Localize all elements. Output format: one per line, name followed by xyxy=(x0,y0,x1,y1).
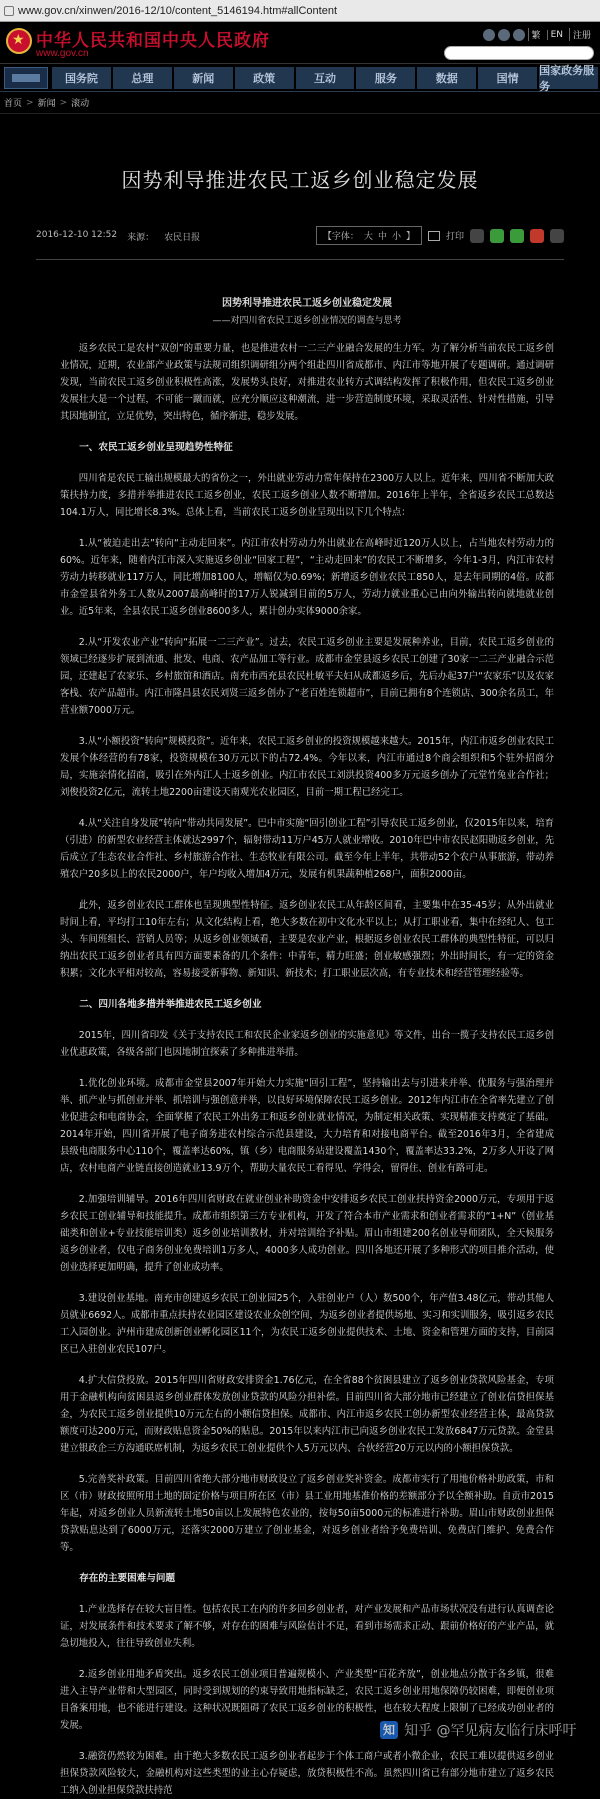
header-link-register[interactable]: 注册 xyxy=(569,28,594,41)
watermark-text: 知乎 @罕见病友临行床呼吁 xyxy=(404,1723,577,1739)
breadcrumb xyxy=(0,92,600,114)
paragraph: 1.从“被迫走出去”转向“主动走回来”。内江市农村劳动力外出就业在高峰时近120万人以上，占当地农村劳动力的60%。近年来，随着内江市深入实施返乡创业“回家工程”，“主动走回来”的农民工不断增多，今年1-3月，内江市农村劳动力转移就业117万人，同比增加8100人，增幅仅为0.69%；新增返乡创业农民工850人，是去年同期的4倍。成都市金堂县省外务工人数从2007最高峰时的17万人锐减到目前的5万人，劳动力就业重心已由向外输出转向就地就业创业。近5年来，全县农民工返乡创业8600多人，累计创办实体9000余家。 xyxy=(60,538,554,617)
breadcrumb-rolling[interactable]: 滚动 xyxy=(71,99,90,109)
wechat-moments-icon[interactable] xyxy=(510,229,524,243)
article-meta xyxy=(36,220,564,260)
article-title: 因势利导推进农民工返乡创业稳定发展 xyxy=(121,168,479,192)
font-size-close: 】 xyxy=(405,232,415,242)
font-size-small[interactable]: 小 xyxy=(391,232,401,242)
font-size-control xyxy=(316,226,422,245)
site-title[interactable]: 中华人民共和国中央人民政府 xyxy=(36,31,270,51)
font-size-label: 【字体： xyxy=(322,232,359,242)
nav-item-interaction[interactable]: 互动 xyxy=(296,67,355,89)
zhihu-logo-icon: 知 xyxy=(380,1721,398,1739)
site-header xyxy=(0,22,600,64)
search-input[interactable] xyxy=(444,46,594,60)
font-size-large[interactable]: 大 xyxy=(363,232,373,242)
header-link-english[interactable]: EN xyxy=(547,30,566,40)
paragraph: 3.从“小额投资”转向“规模投资”。近年来，农民工返乡创业的投资规模越来越大。2015年，内江市返乡创业农民工发展个体经营的有78家，投资规模在30万元以下的占72.4%。今年以来，内江市通过8个商会组织和5个驻外招商分局，实施亲情化招商，吸引在外内江人士返乡创业。内江市农民工刘洪投资400多万元返乡创办了元堂竹兔业合作社；刘俊投资2亿元，流转土地2200亩建设天南观光农业园区，目前一期工程已经完工。 xyxy=(60,736,554,798)
nav-item-national-info[interactable]: 国情 xyxy=(478,67,537,89)
header-link-traditional[interactable]: 繁 xyxy=(528,28,544,41)
article-body xyxy=(0,294,600,1799)
print-button[interactable]: 打印 xyxy=(445,232,464,242)
article-sub-line: ——对四川省农民工返乡创业情况的调查与思考 xyxy=(212,316,402,326)
article-source-label: 来源： xyxy=(127,233,155,243)
nav-logo[interactable] xyxy=(4,67,48,89)
nav-item-state-council[interactable]: 国务院 xyxy=(52,67,111,89)
section-heading: 二、四川各地多措并举推进农民工返乡创业 xyxy=(79,999,262,1010)
national-emblem-icon[interactable] xyxy=(6,28,32,54)
nav-item-service[interactable]: 服务 xyxy=(356,67,415,89)
weibo-icon[interactable] xyxy=(483,29,495,41)
article-sub-title: 因势利导推进农民工返乡创业稳定发展 xyxy=(222,298,392,309)
wechat-icon[interactable] xyxy=(498,29,510,41)
breadcrumb-news[interactable]: 新闻 xyxy=(37,99,56,109)
breadcrumb-home[interactable]: 首页 xyxy=(4,99,23,109)
print-icon[interactable] xyxy=(428,231,440,241)
nav-item-premier[interactable]: 总理 xyxy=(113,67,172,89)
watermark xyxy=(380,1720,576,1740)
app-icon[interactable] xyxy=(513,29,525,41)
share-icon[interactable] xyxy=(470,229,484,243)
lock-icon xyxy=(4,6,14,16)
article-source: 农民日报 xyxy=(164,233,201,243)
paragraph: 2.从“开发农业产业”转向“拓展一二三产业”。过去，农民工返乡创业主要是发展种养业，目前，农民工返乡创业的领域已经逐步扩展到流通、批发、电商、农产品加工等行业。成都市金堂县返乡农民工创建了30家一二三产业融合示范园，还建起了农家乐、乡村旅馆和酒店。南充市西充县农民杜敏平夫妇从成都返乡后，先后办起37户“农家乐”以及农家客栈、农产品超市。内江市隆昌县农民刘贤三返乡创办了“老百姓连锁超市”，目前已拥有8个连锁店、300余名员工，年营业额7000万元。 xyxy=(60,637,554,716)
wechat-share-icon[interactable] xyxy=(490,229,504,243)
url-text[interactable]: www.gov.cn/xinwen/2016-12/10/content_5146194.htm#allContent xyxy=(18,4,338,17)
header-links xyxy=(483,28,594,41)
nav-item-data[interactable]: 数据 xyxy=(417,67,476,89)
paragraph: 此外，返乡创业农民工群体也呈现典型性特征。返乡创业农民工从年龄区间看，主要集中在35-45岁；从外出就业时间上看，平均打工10年左右；从文化结构上看，绝大多数在初中文化水平以上；从打工职业看，集中在经纪人、包工头、车间班组长、营销人员等；从返乡创业领域看，主要是农业产业，根据返乡创业农民工群体的典型性特征，可以归纳出农民工返乡创业者具有四方面要素备的几个条件：中青年，精力旺盛；创业敏感强烈；外出时间长，有一定的资金积累；文化水平相对较高，容易接受新事物、新知识、新技术；打工职业层次高，有专业技术和经营管理经验等。 xyxy=(60,900,554,979)
paragraph: 5.完善奖补政策。目前四川省绝大部分地市财政设立了返乡创业奖补资金。成都市实行了用地价格补助政策，市和区（市）财政按照所用土地的固定价格与项目所在区（市）县工业用地基准价格的差额部分予以全额补助。自贡市2015年起，对返乡创业人员新流转土地50亩以上发展特色农业的，按每50亩5000元的标准进行补助。眉山市财政创业担保贷款贴息达到了6000万元，还落实2000万建立了创业基金，对返乡创业者给予免费培训、免费店门维护、免费合作等。 xyxy=(60,1474,554,1553)
paragraph: 4.扩大信贷投放。2015年四川省财政安排资金1.76亿元，在全省88个贫困县建立了返乡创业贷款风险基金，专项用于金融机构向贫困县返乡创业群体发放创业贷款的风险分担补偿。目前四川省大部分地市已经建立了创业信贷担保基金，为农民工返乡创业提供10万元左右的小额信贷担保。成都市、内江市返乡农民工创办新型农业经营主体，最高贷款额度可达200万元，而财政贴息资金50%的贴息。2015年以来内江市已向返乡创业农民工发放6847万元贷款。金堂县建立银政企三方沟通联席机制，为返乡农民工创业提供个人5万元以内、合伙经营20万元以内的小额担保贷款。 xyxy=(60,1375,554,1454)
paragraph: 4.从“关注自身发展”转向“带动共同发展”。巴中市实施“回引创业工程”引导农民工返乡创业，仅2015年以来，培育（引进）的新型农业经营主体就达2997个，辐射带动11万户45万人就业增收。2010年巴中市农民赵阳勋返乡创业，先后成立了生态农业合作社、乡村旅游合作社、生态牧业有限公司。截至今年上半年，共带动52个农户从事旅游，带动养殖农户20多以上的农民2000户，年户均收入增加4万元，发展有机果蔬种植268户，面积2000亩。 xyxy=(60,818,554,880)
font-size-medium[interactable]: 中 xyxy=(377,232,387,242)
paragraph: 返乡农民工是农村“双创”的重要力量，也是推进农村一二三产业融合发展的生力军。为了解分析当前农民工返乡创业情况，近期，农业部产业政策与法规司组织调研组分两个组赴四川省成都市、内江市等地开展了专题调研。通过调研发现，当前农民工返乡创业积极性高涨，发展势头良好，对推进农业转方式调结构发挥了积极作用，但农民工返乡创业发展壮大是一个过程，不可能一蹴而就，应充分顺应这种潮流，进一步营造制度环境，采取灵活性、针对性措施，引导其因地制宜，立足优势，突出特色，循序渐进，稳步发展。 xyxy=(60,343,554,422)
weibo-share-icon[interactable] xyxy=(530,229,544,243)
nav-item-policy[interactable]: 政策 xyxy=(235,67,294,89)
section-heading: 一、农民工返乡创业呈现趋势性特征 xyxy=(79,442,233,453)
main-nav xyxy=(0,64,600,92)
paragraph: 1.优化创业环境。成都市金堂县2007年开始大力实施“回引工程”，坚持输出去与引进来并举、优服务与强治理并举、抓产业与抓创业并举、抓培训与强创意并举，以良好环境保障农民工返乡创业。2012年内江市在全省率先建立了创业促进会和电商协会，全面掌握了农民工外出务工和返乡创业就业情况，为制定相关政策、实现精准支持奠定了基础。2014年开始，四川省开展了电子商务进农村综合示范县建设，大力培育和对接电商平台。截至2016年3月，全省建成县级电商服务中心110个，覆盖率达60%，镇（乡）电商服务站建设覆盖1430个，覆盖率达33.2%，2万多人开设了网店，农村电商产业链直接创造就业13.9万个，帮助大量农民工看得见、学得会，留得住、创业有路可走。 xyxy=(60,1078,554,1174)
browser-url-bar[interactable] xyxy=(0,0,600,22)
paragraph: 3.建设创业基地。南充市创建返乡农民工创业园25个，入驻创业户（人）数500个，年产值3.48亿元，带动其他人员就业6692人。成都市重点扶持农业园区建设农业众创空间，为返乡创业者提供场地、实习和实训服务，吸引返乡农民工入园创业。泸州市建成创新创业孵化园区11个，为农民工返乡创业提供技术、土地、资金和管理方面的支持，目前园区已入驻创业农民107户。 xyxy=(60,1293,554,1355)
paragraph: 3.融资仍然较为困难。由于绝大多数农民工返乡创业者起步于个体工商户或者小微企业，农民工难以提供返乡创业担保贷款风险较大，金融机构对这些类型的业主心存疑虑，放贷积极性不高。虽然四川省已有部分地市建立了返乡农民工纳入创业担保贷款扶持范 xyxy=(60,1751,554,1796)
nav-item-gov-services[interactable]: 国家政务服务 xyxy=(539,67,598,89)
nav-item-news[interactable]: 新闻 xyxy=(174,67,233,89)
paragraph: 2.返乡创业用地矛盾突出。返乡农民工创业项目普遍规模小、产业类型“百花齐放”，创业地点分散于各乡镇，很难进入主导产业带和大型园区，同时受到规划的约束导致用地指标缺乏，农民工返乡创业用地保障仍较困难，即便创业项目备案用地，也不能进行建设。这种状况既阻碍了农民工返乡创业的积极性，也在较大程度上限制了已经成功创业者的发展。 xyxy=(60,1669,554,1731)
paragraph: 2.加强培训辅导。2016年四川省财政在就业创业补助资金中安排返乡农民工创业扶持资金2000万元，专项用于返乡农民工创业辅导和技能提升。成都市组织第三方专业机构，开发了符合本市产业需求和创业者需求的“1+N”（创业基础类和创业+专业技能培训类）返乡创业培训教材，并对培训给予补贴。眉山市组建200名创业导师团队，全天候服务返乡创业者，仅电子商务创业免费培训1万多人，4000多人成功创业。四川各地还开展了多种形式的项目推介活动，使创业选择更加明确，提升了创业成功率。 xyxy=(60,1194,554,1273)
article-date: 2016-12-10 12:52 xyxy=(36,230,118,240)
paragraph: 2015年，四川省印发《关于支持农民工和农民企业家返乡创业的实施意见》等文件，出台一揽子支持农民工返乡创业优惠政策，各级各部门也因地制宜探索了多种推进举措。 xyxy=(60,1030,554,1058)
paragraph: 1.产业选择存在较大盲目性。包括农民工在内的许多回乡创业者，对产业发展和产品市场状况没有进行认真调查论证，对发展条件和技术要求了解不够，对存在的困难与风险估计不足，看到市场需求正动、跟前价格好的产业产品，就急切地投入，往往导致创业失利。 xyxy=(60,1604,554,1649)
more-share-icon[interactable] xyxy=(550,229,564,243)
paragraph: 四川省是农民工输出规模最大的省份之一，外出就业劳动力常年保持在2300万人以上。近年来，四川省不断加大政策扶持力度，多措并举推进农民工返乡创业，农民工返乡创业人数不断增加。2016年上半年，全省返乡农民工总数达104.1万人，同比增长8.3%。总体上看，当前农民工返乡创业呈现出以下几个特点： xyxy=(60,473,554,518)
site-subtitle: www.gov.cn xyxy=(36,48,89,59)
breadcrumb-separator: > xyxy=(26,97,34,108)
section-heading: 存在的主要困难与问题 xyxy=(79,1573,176,1584)
breadcrumb-separator: > xyxy=(59,97,68,108)
